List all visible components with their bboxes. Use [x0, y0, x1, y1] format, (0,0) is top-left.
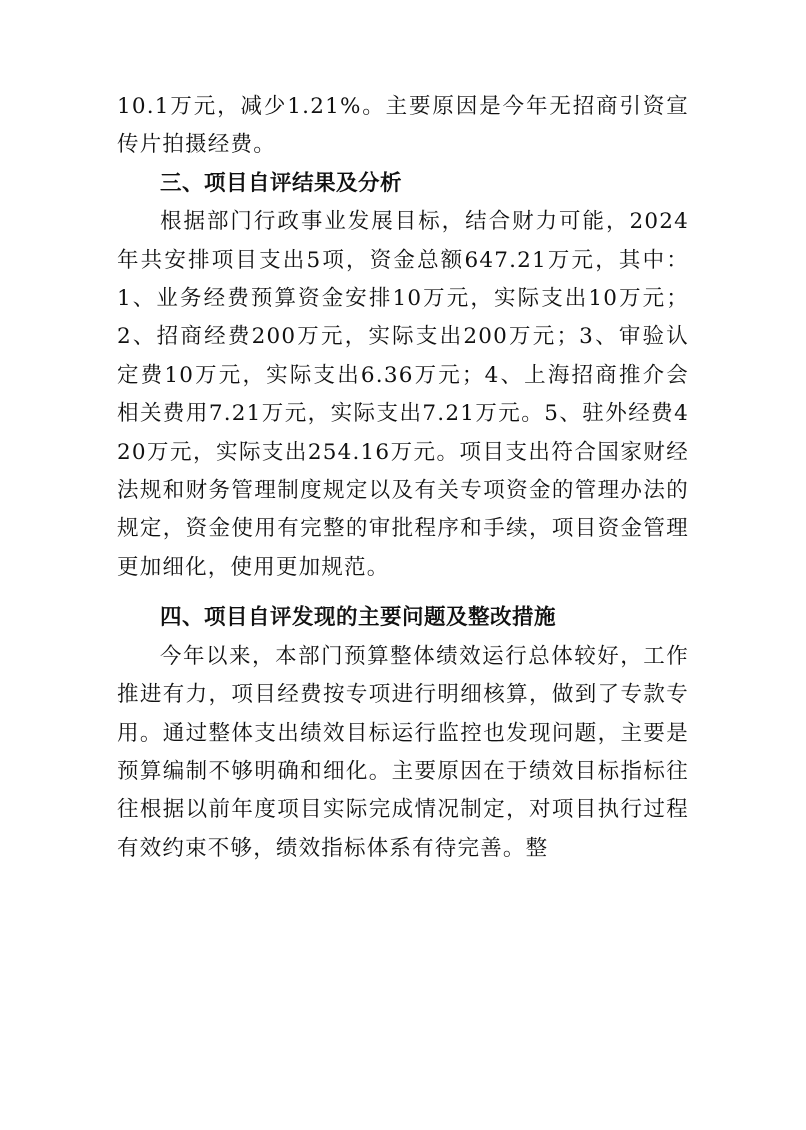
section-3-paragraph: 根据部门行政事业发展目标，结合财力可能，2024年共安排项目支出5项，资金总额647.21万元，其中：1、业务经费预算资金安排10万元，实际支出10万元；2、招商经费200万元，实际支出200万元；3、审验认定费10万元，实际支出6.36万元；4、上海招商推介会相关费用7.21万元，实际支出7.21万元。5、驻外经费420万元，实际支出254.16万元。项目支出符合国家财经法规和财务管理制度规定以及有关专项资金的管理办法的规定，资金使用有完整的审批程序和手续，项目资金管理更加细化，使用更加规范。	[117, 209, 689, 580]
document-page	[117, 88, 689, 868]
section-4-paragraph: 今年以来，本部门预算整体绩效运行总体较好，工作推进有力，项目经费按专项进行明细核算，做到了专款专用。通过整体支出绩效目标运行监控也发现问题，主要是预算编制不够明确和细化。主要原因在于绩效目标指标往往根据以前年度项目实际完成情况制定，对项目执行过程有效约束不够，绩效指标体系有待完善。整	[117, 643, 689, 861]
section-heading-3: 三、项目自评结果及分析	[160, 170, 403, 196]
continued-paragraph: 10.1万元，减少1.21%。主要原因是今年无招商引资宣传片拍摄经费。	[117, 94, 689, 158]
section-heading-4: 四、项目自评发现的主要问题及整改措施	[160, 605, 557, 631]
